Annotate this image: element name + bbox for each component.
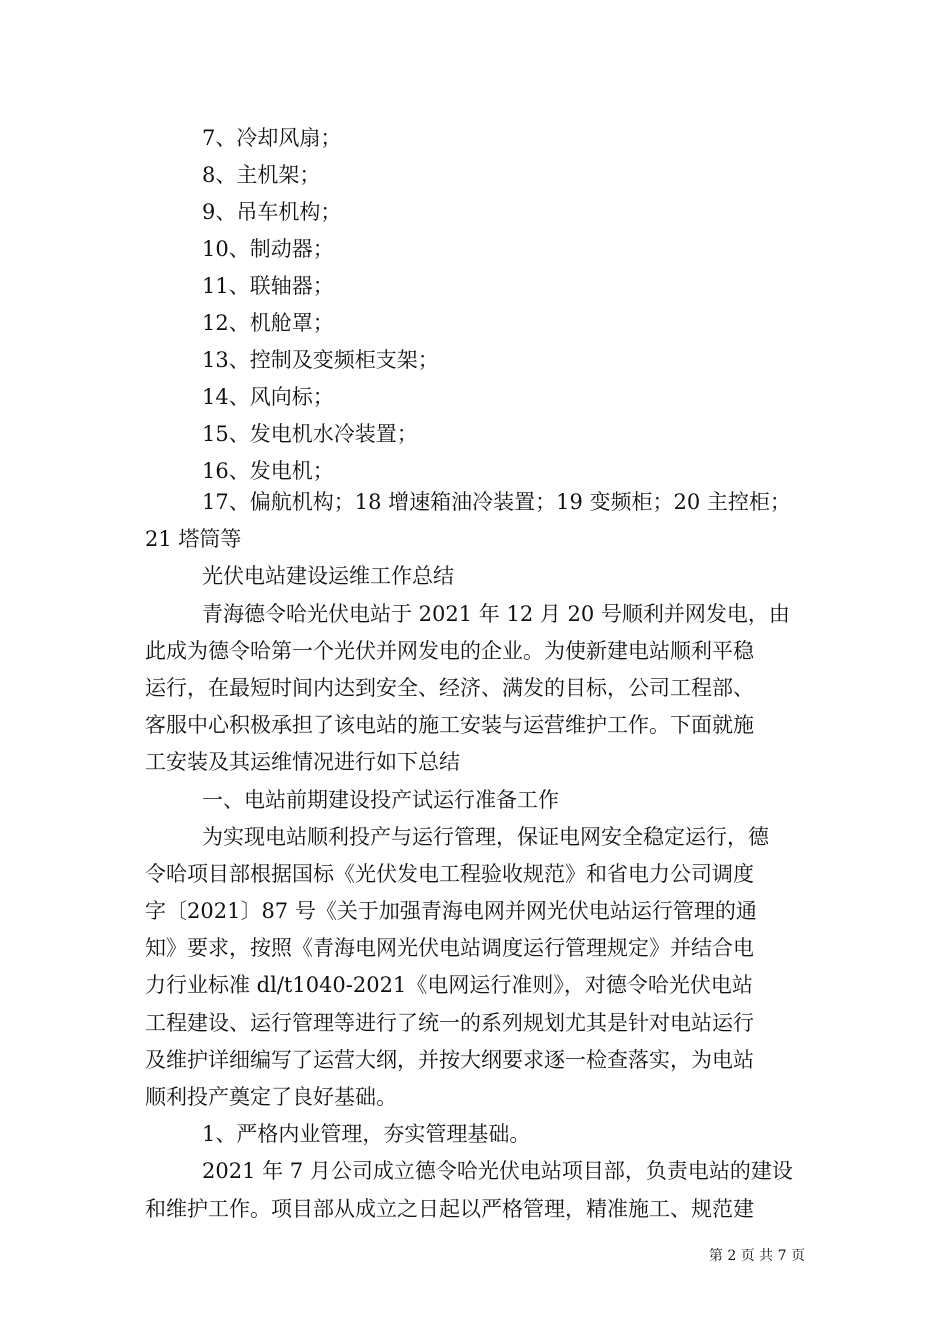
list-item: 9、吊车机构； — [202, 200, 342, 224]
text-line: 21 塔筒等 — [145, 527, 242, 552]
list-item: 12、机舱罩； — [202, 311, 334, 335]
subsection-heading: 1、严格内业管理，夯实管理基础。 — [202, 1122, 531, 1147]
body-text — [145, 484, 825, 1228]
list-item: 15、发电机水冷装置； — [202, 422, 418, 446]
text-line: 令哈项目部根据国标《光伏发电工程验收规范》和省电力公司调度 — [145, 861, 754, 886]
text-line: 此成为德令哈第一个光伏并网发电的企业。为使新建电站顺利平稳 — [145, 638, 754, 663]
list-item: 10、制动器； — [202, 237, 334, 261]
text-line: 运行，在最短时间内达到安全、经济、满发的目标，公司工程部、 — [145, 675, 754, 700]
section-title: 光伏电站建设运维工作总结 — [202, 564, 454, 589]
list-item: 11、联轴器； — [202, 274, 334, 298]
text-line: 和维护工作。项目部从成立之日起以严格管理，精准施工、规范建 — [145, 1196, 754, 1221]
text-line: 顺利投产奠定了良好基础。 — [145, 1085, 397, 1109]
text-line: 及维护详细编写了运营大纲，并按大纲要求逐一检查落实，为电站 — [145, 1047, 754, 1072]
text-line: 力行业标准 dl/t1040-2021《电网运行准则》，对德令哈光伏电站 — [145, 973, 753, 998]
text-line: 工程建设、运行管理等进行了统一的系列规划尤其是针对电站运行 — [145, 1010, 754, 1035]
text-line: 为实现电站顺利投产与运行管理，保证电网安全稳定运行，德 — [202, 824, 769, 849]
text-line: 字〔2021〕87 号《关于加强青海电网并网光伏电站运行管理的通 — [145, 899, 757, 924]
list-item: 8、主机架； — [202, 163, 321, 187]
text-line: 知》要求，按照《青海电网光伏电站调度运行管理规定》并结合电 — [145, 936, 754, 961]
page-number-footer: 第 2 页 共 7 页 — [708, 1248, 805, 1264]
text-line: 2021 年 7 月公司成立德令哈光伏电站项目部，负责电站的建设 — [202, 1159, 793, 1184]
list-item: 16、发电机； — [202, 459, 334, 483]
text-line: 青海德令哈光伏电站于 2021 年 12 月 20 号顺利并网发电，由 — [202, 601, 790, 626]
list-item: 14、风向标； — [202, 385, 334, 409]
list-item: 7、冷却风扇； — [202, 126, 342, 150]
section-heading: 一、电站前期建设投产试运行准备工作 — [202, 787, 559, 812]
text-line: 17、偏航机构；18 增速箱油冷装置；19 变频柜；20 主控柜； — [202, 490, 791, 514]
text-line: 工安装及其运维情况进行如下总结 — [145, 750, 460, 775]
list-item: 13、控制及变频柜支架； — [202, 348, 439, 372]
text-line: 客服中心积极承担了该电站的施工安装与运营维护工作。下面就施 — [145, 713, 754, 738]
